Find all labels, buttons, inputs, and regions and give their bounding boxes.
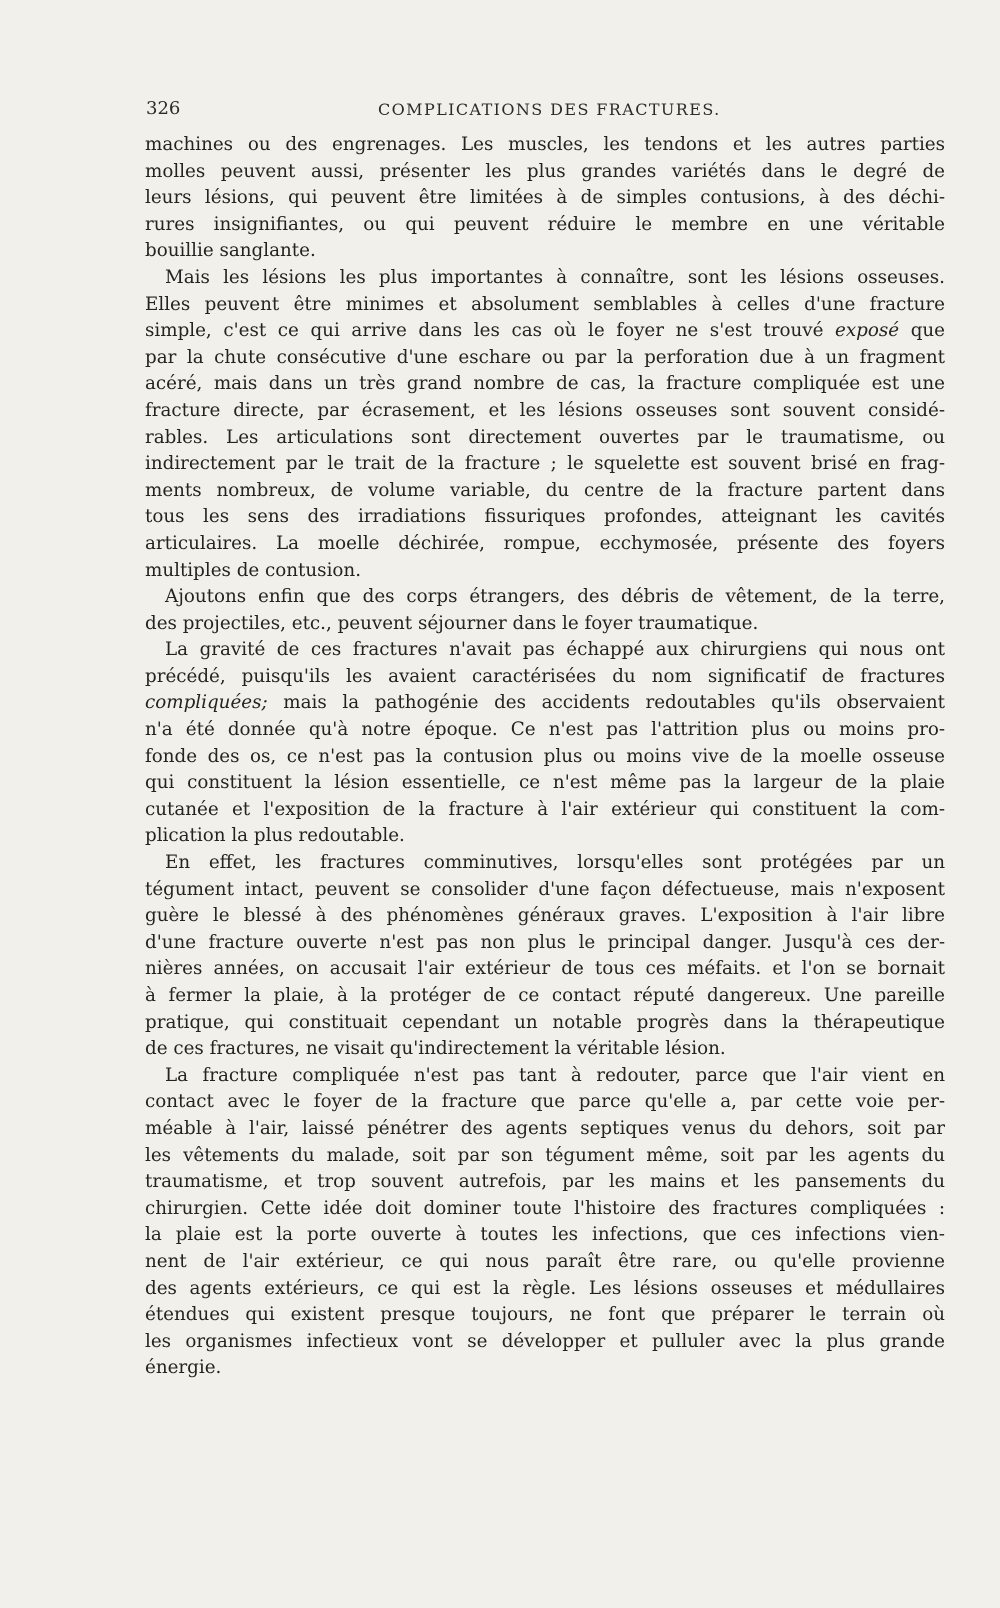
text-line: les organismes infectieux vont se développer et pulluler avec la plus grande [145,1330,945,1352]
text-line: multiples de contusion. [145,559,362,581]
text-line: guère le blessé à des phénomènes généraux graves. L'exposition à l'air libre [145,905,945,927]
italic-word: compliquées; [145,692,268,714]
paragraph-2 [145,265,945,584]
text-line: n'a été donnée qu'à notre époque. Ce n'est pas l'attrition plus ou moins pro- [145,719,945,741]
text-line: les vêtements du malade, soit par son tégument même, soit par les agents du [145,1144,945,1166]
text-line: ments nombreux, de volume variable, du centre de la fracture partent dans [145,479,945,501]
text-line: d'une fracture ouverte n'est pas non plus le principal danger. Jusqu'à ces der- [145,931,945,953]
text-line: énergie. [145,1357,222,1379]
text-line: précédé, puisqu'ils les avaient caractérisées du nom significatif de fractures [145,665,945,687]
text-line: pratique, qui constituait cependant un notable progrès dans la thérapeutique [145,1011,945,1033]
text-line: rures insignifiantes, ou qui peuvent réduire le membre en une véritable [145,213,945,235]
text-line: Elles peuvent être minimes et absolument semblables à celles d'une fracture [145,293,945,315]
italic-word: exposé [835,320,900,342]
paragraph-4 [145,637,945,850]
text-line: Mais les lésions les plus importantes à connaître, sont les lésions osseuses. [165,266,945,288]
page-number: 326 [146,98,181,119]
text-line: Ajoutons enfin que des corps étrangers, des débris de vêtement, de la terre, [165,586,945,608]
text-line: leurs lésions, qui peuvent être limitées à de simples contusions, à des déchi- [145,187,945,209]
text-line: chirurgien. Cette idée doit dominer toute l'histoire des fractures compliquées : [145,1197,945,1219]
running-title: COMPLICATIONS DES FRACTURES. [378,100,721,119]
text-line: contact avec le foyer de la fracture que parce qu'elle a, par cette voie per- [145,1091,945,1113]
text-line: rables. Les articulations sont directement ouvertes par le traumatisme, ou [145,426,945,448]
text-line: qui constituent la lésion essentielle, ce n'est même pas la largeur de la plaie [145,772,945,794]
text-line: nent de l'air extérieur, ce qui nous paraît être rare, ou qu'elle provienne [145,1250,945,1272]
text-line: La gravité de ces fractures n'avait pas échappé aux chirurgiens qui nous ont [165,639,945,661]
text-line: bouillie sanglante. [145,240,316,262]
body-text [145,132,945,1382]
text-segment: simple, c'est ce qui arrive dans les cas où le foyer ne s'est trouvé [145,320,824,342]
text-line: par la chute consécutive d'une eschare ou par la perforation due à un fragment [145,346,945,368]
text-line: des agents extérieurs, ce qui est la règle. Les lésions osseuses et médullaires [145,1277,945,1299]
text-line: machines ou des engrenages. Les muscles, les tendons et les autres parties [145,134,945,155]
text-line: plication la plus redoutable. [145,825,405,847]
text-segment: mais la pathogénie des accidents redoutables qu'ils observaient [283,692,946,714]
text-line: tégument intact, peuvent se consolider d'une façon défectueuse, mais n'exposent [145,878,945,900]
paragraph-1 [145,132,945,265]
text-line: molles peuvent aussi, présenter les plus grandes variétés dans le degré de [145,160,945,182]
text-line: indirectement par le trait de la fracture ; le squelette est souvent brisé en frag- [145,453,945,475]
text-line: fonde des os, ce n'est pas la contusion plus ou moins vive de la moelle osseuse [145,745,945,767]
paragraph-3 [145,584,945,637]
text-line: méable à l'air, laissé pénétrer des agents septiques venus du dehors, soit par [145,1117,945,1139]
text-line: fracture directe, par écrasement, et les lésions osseuses sont souvent considé- [145,399,945,421]
text-line-with-italic [145,318,945,345]
text-line: la plaie est la porte ouverte à toutes les infections, que ces infections vien- [145,1224,945,1246]
text-line: étendues qui existent presque toujours, ne font que préparer le terrain où [145,1304,945,1326]
text-line: acéré, mais dans un très grand nombre de cas, la fracture compliquée est une [145,373,945,395]
text-line: nières années, on accusait l'air extérieur de tous ces méfaits. et l'on se bornait [145,958,945,980]
text-line: tous les sens des irradiations fissuriques profondes, atteignant les cavités [145,506,945,528]
text-line: traumatisme, et trop souvent autrefois, par les mains et les pansements du [145,1171,945,1193]
text-line: des projectiles, etc., peuvent séjourner dans le foyer traumatique. [145,612,759,634]
text-line: En effet, les fractures comminutives, lorsqu'elles sont protégées par un [165,852,945,874]
text-line: La fracture compliquée n'est pas tant à redouter, parce que l'air vient en [165,1064,945,1086]
text-line-with-italic [145,690,945,717]
paragraph-5 [145,850,945,1063]
text-line: articulaires. La moelle déchirée, rompue, ecchymosée, présente des foyers [145,532,945,554]
text-line: cutanée et l'exposition de la fracture à l'air extérieur qui constituent la com- [145,798,945,820]
text-line: de ces fractures, ne visait qu'indirectement la véritable lésion. [145,1038,726,1060]
text-line: à fermer la plaie, à la protéger de ce contact réputé dangereux. Une pareille [145,985,945,1006]
paragraph-6 [145,1063,945,1382]
text-segment: que [910,320,945,342]
